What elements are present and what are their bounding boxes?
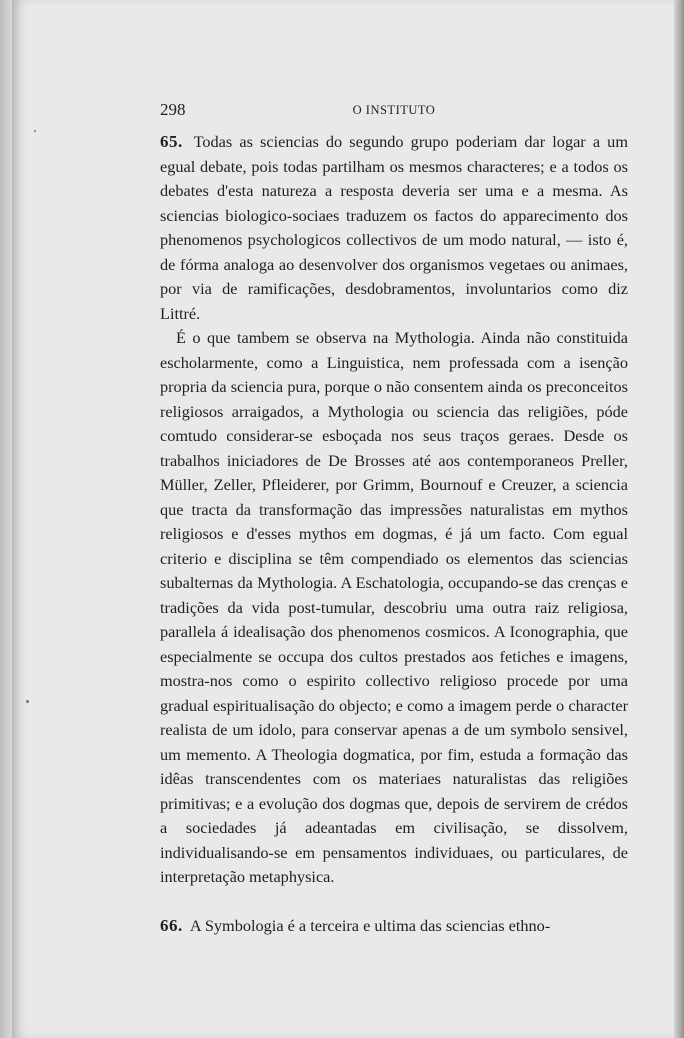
paragraph-text: Todas as sciencias do segundo grupo poderiam dar logar a um egual debate, pois todas partilham os mesmos characteres; e a todos os debates d'esta natureza a resposta deveria ser uma e a mesma. As sciencias biologico-sociaes traduzem os factos do apparecimento dos phenomenos psychologicos collectivos de um modo natural, — isto é, de fórma analoga ao desenvolver dos organismos vegetaes ou animaes, por via de ramificações, desdobramentos, involuntarios como diz Littré. <box>160 132 628 323</box>
section-number: 65. <box>160 132 183 151</box>
page-gutter <box>0 0 12 1038</box>
paragraph-66 <box>160 914 628 939</box>
body-text <box>160 130 628 938</box>
paragraph-mythologia: É o que tambem se observa na Mythologia. Ainda não constituida escholarmente, como a Linguistica, nem professada com a isenção propria da sciencia pura, porque o não consentem ainda os preconceitos religiosos arraigados, a Mythologia ou sciencia das religiões, póde comtudo considerar-se esboçada nos seus traços geraes. Desde os trabalhos iniciadores de De Brosses até aos contemporaneos Preller, Müller, Zeller, Pfleiderer, por Grimm, Bournouf e Creuzer, a sciencia que tracta da transformação das impressões naturalistas em mythos religiosos e d'esses mythos em dogmas, é já um facto. Com egual criterio e disciplina se têm compendiado os elementos das sciencias subalternas da Mythologia. A Eschatologia, occupando-se das crenças e tradições da vida post-tumular, descobriu uma outra raiz religiosa, parallela á idealisação dos phenomenos cosmicos. A Iconographia, que especialmente se occupa dos cultos prestados aos fetiches e imagens, mostra-nos como o espirito collectivo religioso procede por uma gradual espiritualisação do objecto; e como a imagem perde o character realista de um idolo, para conservar apenas a de um symbolo sensivel, um memento. A Theologia dogmatica, por fim, estuda a formação das idêas transcendentes com os materiaes naturalistas das religiões primitivas; e a evolução dos dogmas que, depois de servirem de crédos a sociedades já adeantadas em civilisação, se dissolvem, individualisando-se em pensamentos individuaes, ou particulares, de interpretação metaphysica. <box>160 328 628 886</box>
running-head: O INSTITUTO <box>352 103 436 117</box>
paragraph-text: A Symbologia é a terceira e ultima das sciencias ethno- <box>189 915 551 935</box>
paper-speck <box>26 700 29 703</box>
page-number: 298 <box>160 100 186 119</box>
page-edge <box>674 0 684 1038</box>
paper-speck <box>34 130 36 132</box>
section-number: 66. <box>160 915 183 935</box>
paragraph-65 <box>160 130 628 326</box>
page-header <box>160 100 628 124</box>
